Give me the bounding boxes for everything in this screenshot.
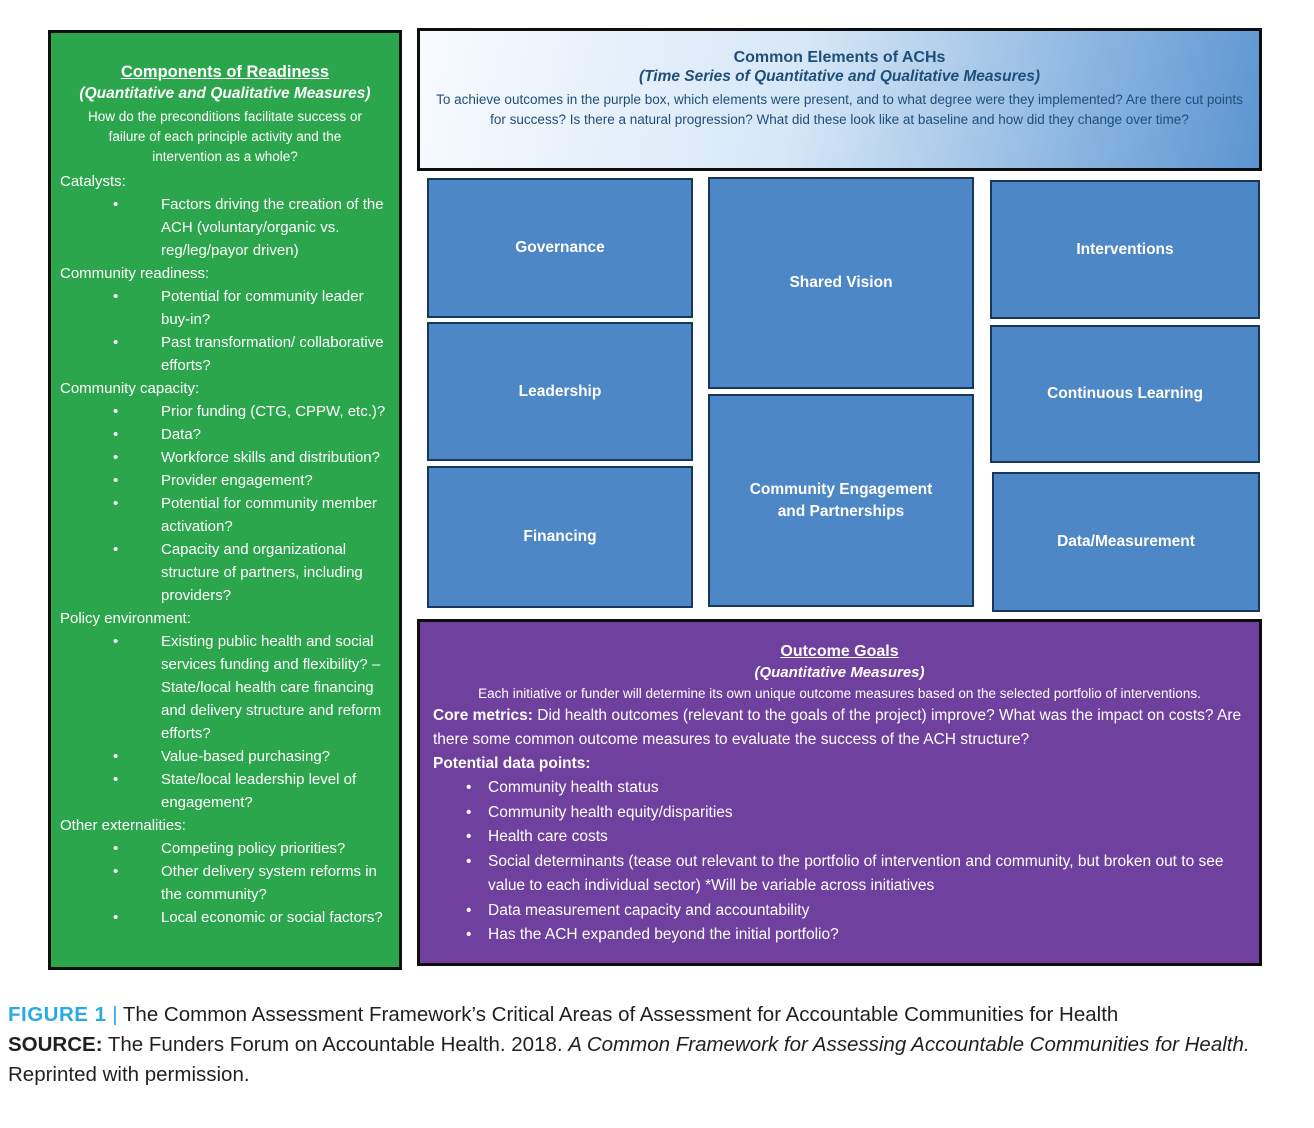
element-box-data-measurement: Data/Measurement (992, 472, 1260, 612)
category-label: Policy environment: (60, 610, 191, 627)
readiness-subtitle: (Quantitative and Qualitative Measures) (79, 85, 371, 102)
bullet-item: • Local economic or social factors? (51, 906, 399, 929)
readiness-question: How do the preconditions facilitate success or failure of each principle activity and the intervention as a whole? (88, 109, 362, 164)
category-label: Community capacity: (60, 380, 200, 397)
common-elements-subtitle: (Time Series of Quantitative and Qualitative Measures) (638, 68, 1041, 85)
bullet-item: • Other delivery system reforms in the community? (51, 860, 399, 906)
outcome-goals-title: Outcome Goals (780, 643, 899, 660)
bullet-item: • Potential for community member activation? (51, 492, 399, 538)
readiness-title: Components of Readiness (120, 63, 330, 81)
element-box-financing: Financing (427, 466, 693, 608)
caption-separator: | (106, 1003, 123, 1026)
element-box-leadership: Leadership (427, 322, 693, 461)
element-box-governance: Governance (427, 178, 693, 318)
bullet-item: • Existing public health and social services funding and flexibility? – State/local health care financing and delivery structure and reform efforts? (51, 630, 399, 745)
core-metrics-text (420, 701, 1259, 752)
bullet-item: • Social determinants (tease out relevant to the portfolio of intervention and community, but broken out to see value to each individual sector) *Will be variable across initiatives (420, 850, 1259, 899)
common-elements-panel (417, 28, 1262, 171)
bullet-item: • Data measurement capacity and accountability (420, 899, 1259, 924)
core-metrics-body: Did health outcomes (relevant to the goals of the project) improve? What was the impact on costs? Are there some common outcome measures to evaluate the success of the ACH structure? (433, 707, 1242, 748)
element-box-shared-vision: Shared Vision (708, 177, 974, 389)
bullet-item: • Community health status (420, 776, 1259, 801)
core-metrics-label: Core metrics: (433, 707, 533, 724)
bullet-item: • Provider engagement? (51, 469, 399, 492)
bullet-item: • Capacity and organizational structure of partners, including providers? (51, 538, 399, 607)
caption-text: The Common Assessment Framework’s Critical Areas of Assessment for Accountable Communities for Health (122, 1003, 1119, 1026)
bullet-item: • Past transformation/ collaborative efforts? (51, 331, 399, 377)
source-line (8, 1030, 1302, 1090)
bullet-item: • Value-based purchasing? (51, 745, 399, 768)
element-box-community-engagement: Community Engagement and Partnerships (708, 394, 974, 607)
bullet-item: • Health care costs (420, 825, 1259, 850)
bullet-item: • Data? (51, 423, 399, 446)
data-points-label: Potential data points: (433, 755, 591, 772)
category-label: Catalysts: (60, 173, 126, 190)
element-box-interventions: Interventions (990, 180, 1260, 319)
bullet-item: • Potential for community leader buy-in? (51, 285, 399, 331)
source-label: SOURCE: (8, 1033, 103, 1056)
common-elements-question: To achieve outcomes in the purple box, which elements were present, and to what degree were they implemented? Are there cut points for success? Is there a natural progression? What did these look like at baseline and how did they change over time? (436, 92, 1243, 127)
source-text-2: Reprinted with permission. (8, 1063, 250, 1086)
data-points-list (420, 776, 1259, 948)
caption-line (8, 1000, 1302, 1030)
bullet-item: • Community health equity/disparities (420, 801, 1259, 826)
components-of-readiness-panel (48, 30, 402, 970)
bullet-item: • State/local leadership level of engagement? (51, 768, 399, 814)
outcome-goals-subtitle: (Quantitative Measures) (754, 664, 925, 681)
bullet-item: • Workforce skills and distribution? (51, 446, 399, 469)
figure-caption (8, 1000, 1302, 1090)
readiness-list (51, 170, 399, 929)
bullet-item: • Has the ACH expanded beyond the initial portfolio? (420, 923, 1259, 948)
outcome-goals-panel (417, 619, 1262, 966)
figure-number-label: FIGURE 1 (8, 1003, 107, 1026)
element-box-continuous-learning: Continuous Learning (990, 325, 1260, 463)
category-label: Other externalities: (60, 817, 186, 834)
source-text-1: The Funders Forum on Accountable Health. 2018. (102, 1033, 569, 1056)
category-label: Community readiness: (60, 265, 210, 282)
outcome-goals-intro: Each initiative or funder will determine its own unique outcome measures based on the selected portfolio of interventions. (478, 686, 1201, 701)
common-elements-title: Common Elements of ACHs (733, 49, 946, 66)
bullet-item: • Prior funding (CTG, CPPW, etc.)? (51, 400, 399, 423)
bullet-item: • Competing policy priorities? (51, 837, 399, 860)
bullet-item: • Factors driving the creation of the ACH (voluntary/organic vs. reg/leg/payor driven) (51, 193, 399, 262)
source-title-italic: A Common Framework for Assessing Accountable Communities for Health. (568, 1033, 1250, 1056)
